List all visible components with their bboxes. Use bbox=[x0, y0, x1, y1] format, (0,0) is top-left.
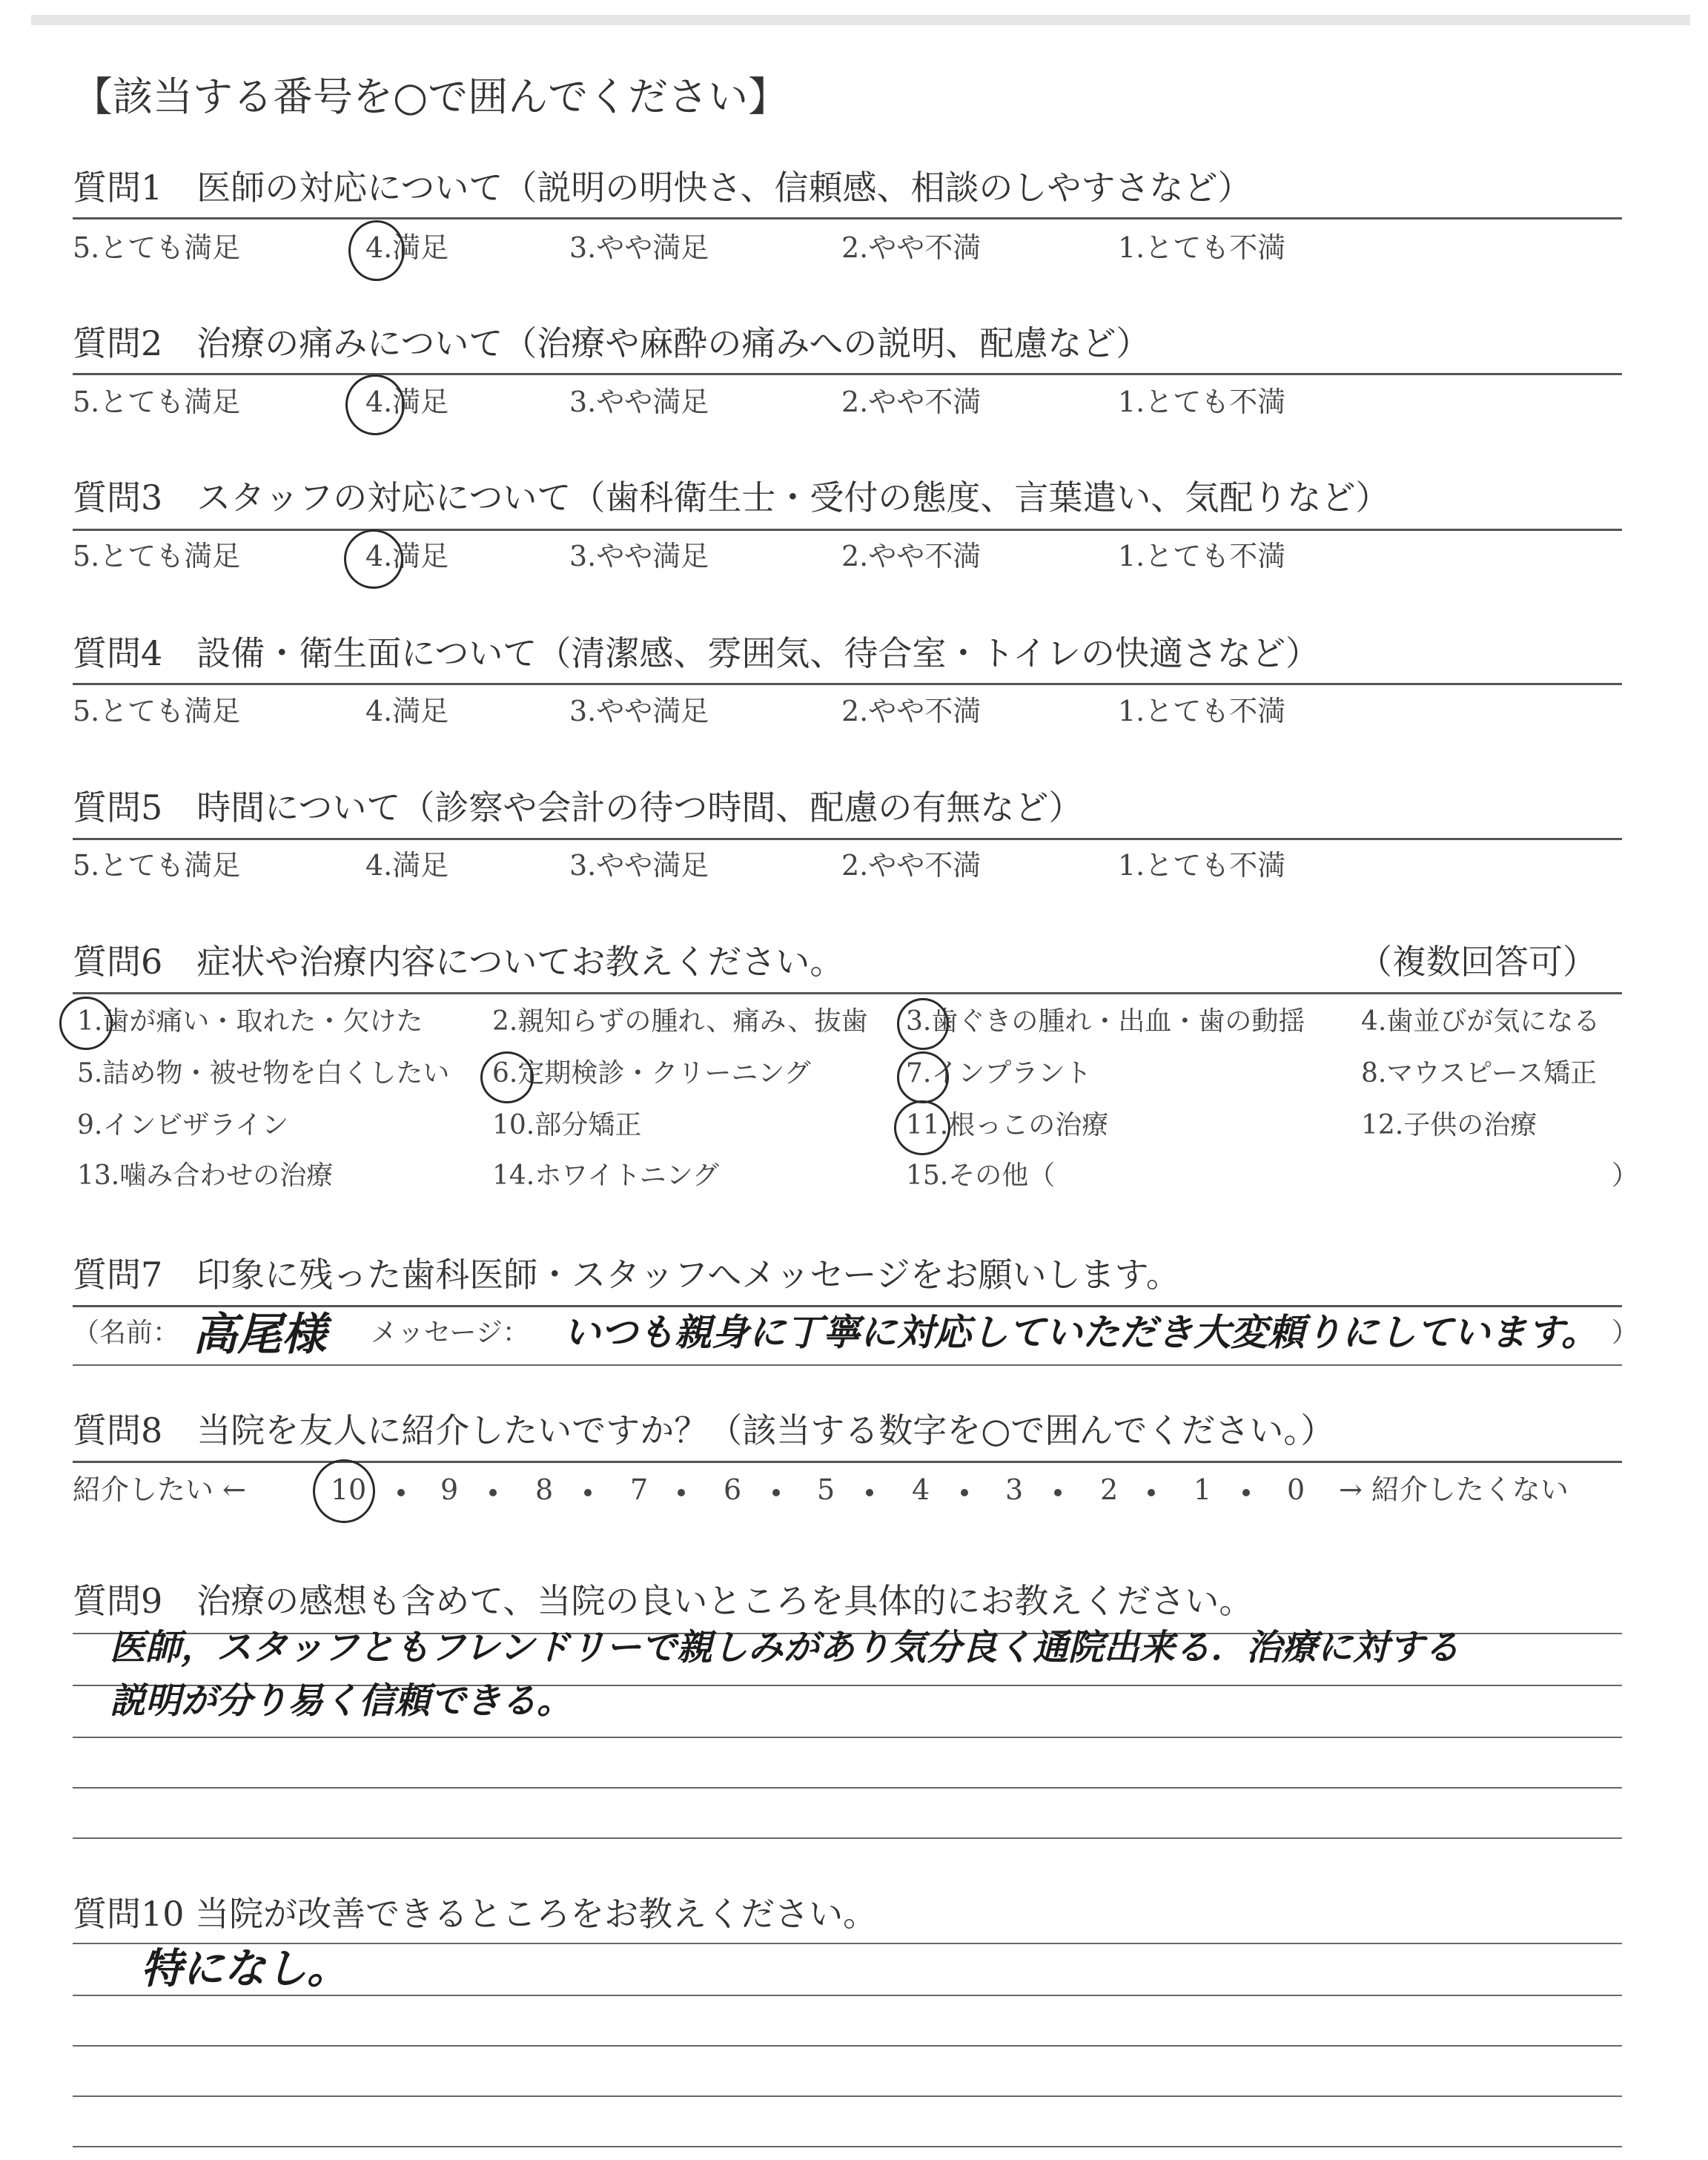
answer-line bbox=[73, 1943, 1622, 1944]
q6-item-7[interactable]: 7.インプラント bbox=[906, 1058, 1092, 1089]
message-underline bbox=[73, 1364, 1622, 1366]
option-3[interactable]: 3.やや満足 bbox=[569, 695, 709, 727]
option-3[interactable]: 3.やや満足 bbox=[569, 849, 709, 882]
selection-circle bbox=[345, 374, 405, 435]
score-1[interactable]: 1 bbox=[1194, 1473, 1212, 1506]
selection-circle bbox=[344, 529, 403, 589]
score-6[interactable]: 6 bbox=[724, 1473, 742, 1506]
option-2[interactable]: 2.やや不満 bbox=[841, 695, 982, 727]
option-5[interactable]: 5.とても満足 bbox=[73, 540, 241, 572]
option-3[interactable]: 3.やや満足 bbox=[569, 386, 709, 418]
separator-dot bbox=[678, 1489, 685, 1496]
q6-item-3[interactable]: 3.歯ぐきの腫れ・出血・歯の動揺 bbox=[906, 1006, 1305, 1037]
option-1[interactable]: 1.とても不満 bbox=[1118, 540, 1286, 572]
handwritten-answer: 特になし。 bbox=[141, 1945, 348, 1993]
q6-item-13[interactable]: 13.噛み合わせの治療 bbox=[77, 1160, 334, 1191]
option-2[interactable]: 2.やや不満 bbox=[841, 540, 982, 572]
option-4[interactable]: 4.満足 bbox=[365, 386, 449, 418]
option-5[interactable]: 5.とても満足 bbox=[73, 695, 241, 727]
q6-item-6[interactable]: 6.定期検診・クリーニング bbox=[492, 1058, 811, 1089]
answer-line bbox=[73, 1837, 1622, 1839]
score-7[interactable]: 7 bbox=[630, 1473, 649, 1506]
option-5[interactable]: 5.とても満足 bbox=[73, 231, 241, 264]
separator-dot bbox=[1242, 1489, 1250, 1496]
question-rule bbox=[73, 1461, 1622, 1463]
question-title: 質問3 スタッフの対応について（歯科衛生士・受付の態度、言葉遣い、気配りなど） bbox=[73, 478, 1390, 518]
option-5[interactable]: 5.とても満足 bbox=[73, 386, 241, 418]
q6-item-10[interactable]: 10.部分矯正 bbox=[492, 1110, 642, 1140]
option-4[interactable]: 4.満足 bbox=[365, 849, 449, 882]
score-2[interactable]: 2 bbox=[1100, 1473, 1119, 1506]
separator-dot bbox=[489, 1489, 497, 1496]
score-8[interactable]: 8 bbox=[535, 1473, 554, 1506]
selection-circle bbox=[897, 998, 949, 1050]
option-4[interactable]: 4.満足 bbox=[365, 695, 449, 727]
selection-circle bbox=[897, 1051, 949, 1103]
handwritten-answer-line-1: 医師，スタッフともフレンドリーで親しみがあり気分良く通院出来る．治療に対する bbox=[110, 1627, 1460, 1668]
question-rule bbox=[73, 992, 1622, 994]
option-1[interactable]: 1.とても不満 bbox=[1118, 695, 1286, 727]
recommend-left-label: 紹介したい ← bbox=[73, 1473, 246, 1506]
multiple-answer-note: （複数回答可） bbox=[1358, 942, 1597, 982]
q6-item-8[interactable]: 8.マウスピース矯正 bbox=[1361, 1058, 1598, 1089]
selection-circle bbox=[348, 220, 405, 281]
option-3[interactable]: 3.やや満足 bbox=[569, 231, 709, 264]
question-rule bbox=[73, 217, 1622, 219]
q6-item-1[interactable]: 1.歯が痛い・取れた・欠けた bbox=[77, 1006, 423, 1037]
separator-dot bbox=[1148, 1489, 1155, 1496]
question-title: 質問1 医師の対応について（説明の明快さ、信頼感、相談のしやすさなど） bbox=[73, 168, 1252, 208]
question-title: 質問9 治療の感想も含めて、当院の良いところを具体的にお教えください。 bbox=[73, 1581, 1254, 1621]
scan-edge bbox=[31, 15, 1690, 25]
answer-line bbox=[73, 1737, 1622, 1738]
answer-line bbox=[73, 2146, 1622, 2147]
option-4[interactable]: 4.満足 bbox=[365, 540, 449, 572]
question-title: 質問6 症状や治療内容についてお教えください。 bbox=[73, 942, 844, 982]
score-4[interactable]: 4 bbox=[912, 1473, 930, 1506]
question-title: 質問7 印象に残った歯科医師・スタッフへメッセージをお願いします。 bbox=[73, 1255, 1180, 1295]
option-2[interactable]: 2.やや不満 bbox=[841, 386, 982, 418]
separator-dot bbox=[866, 1489, 873, 1496]
separator-dot bbox=[584, 1489, 592, 1496]
selection-circle bbox=[313, 1459, 375, 1523]
q6-item-9[interactable]: 9.インビザライン bbox=[77, 1110, 289, 1140]
answer-line bbox=[73, 2045, 1622, 2047]
question-title: 質問5 時間について（診察や会計の待つ時間、配慮の有無など） bbox=[73, 787, 1083, 828]
name-label: （名前： bbox=[73, 1318, 180, 1348]
option-2[interactable]: 2.やや不満 bbox=[841, 231, 982, 264]
q6-item-11[interactable]: 11.根っこの治療 bbox=[906, 1110, 1109, 1140]
q6-item-4[interactable]: 4.歯並びが気になる bbox=[1361, 1006, 1601, 1037]
question-title: 質問10 当院が改善できるところをお教えください。 bbox=[73, 1894, 878, 1934]
option-3[interactable]: 3.やや満足 bbox=[569, 540, 709, 572]
form-header: 【該当する番号を○で囲んでください】 bbox=[73, 73, 789, 120]
option-1[interactable]: 1.とても不満 bbox=[1118, 231, 1286, 264]
handwritten-answer-line-2: 説明が分り易く信頼できる。 bbox=[110, 1680, 573, 1722]
question-rule bbox=[73, 373, 1622, 375]
separator-dot bbox=[1054, 1489, 1062, 1496]
question-rule bbox=[73, 838, 1622, 840]
recommend-right-label: → 紹介したくない bbox=[1339, 1473, 1569, 1506]
question-rule bbox=[73, 1305, 1622, 1307]
option-2[interactable]: 2.やや不満 bbox=[841, 849, 982, 882]
question-title: 質問2 治療の痛みについて（治療や麻酔の痛みへの説明、配慮など） bbox=[73, 323, 1151, 363]
separator-dot bbox=[397, 1489, 405, 1496]
q6-other-close: ） bbox=[1612, 1160, 1639, 1191]
score-5[interactable]: 5 bbox=[817, 1473, 835, 1506]
separator-dot bbox=[772, 1489, 780, 1496]
answer-line bbox=[73, 1787, 1622, 1789]
option-5[interactable]: 5.とても満足 bbox=[73, 849, 241, 882]
selection-circle bbox=[894, 1100, 950, 1155]
option-4[interactable]: 4.満足 bbox=[365, 231, 449, 264]
separator-dot bbox=[961, 1489, 968, 1496]
handwritten-message: いつも親身に丁寧に対応していただき大変頼りにしています。 bbox=[563, 1311, 1598, 1354]
score-9[interactable]: 9 bbox=[440, 1473, 459, 1506]
handwritten-name: 高尾様 bbox=[193, 1309, 326, 1361]
selection-circle bbox=[59, 997, 113, 1050]
q6-item-15[interactable]: 15.その他（ bbox=[906, 1160, 1056, 1191]
message-label: メッセージ： bbox=[371, 1318, 529, 1348]
q6-item-14[interactable]: 14.ホワイトニング bbox=[492, 1160, 720, 1191]
question-title: 質問8 当院を友人に紹介したいですか？（該当する数字を○で囲んでください。） bbox=[73, 1410, 1335, 1450]
score-10[interactable]: 10 bbox=[331, 1473, 367, 1506]
question-rule bbox=[73, 529, 1622, 531]
answer-line bbox=[73, 2095, 1622, 2097]
answer-line bbox=[73, 1995, 1622, 1996]
option-1[interactable]: 1.とても不満 bbox=[1118, 386, 1286, 418]
selection-circle bbox=[480, 1051, 534, 1103]
score-3[interactable]: 3 bbox=[1005, 1473, 1024, 1506]
q6-item-2[interactable]: 2.親知らずの腫れ、痛み、抜歯 bbox=[492, 1006, 868, 1037]
message-close: ） bbox=[1612, 1318, 1639, 1348]
q6-item-5[interactable]: 5.詰め物・被せ物を白くしたい bbox=[77, 1058, 450, 1089]
question-title: 質問4 設備・衛生面について（清潔感、雰囲気、待合室・トイレの快適さなど） bbox=[73, 633, 1320, 673]
option-1[interactable]: 1.とても不満 bbox=[1118, 849, 1286, 882]
score-0[interactable]: 0 bbox=[1287, 1473, 1305, 1506]
q6-item-12[interactable]: 12.子供の治療 bbox=[1361, 1110, 1537, 1140]
question-rule bbox=[73, 683, 1622, 685]
